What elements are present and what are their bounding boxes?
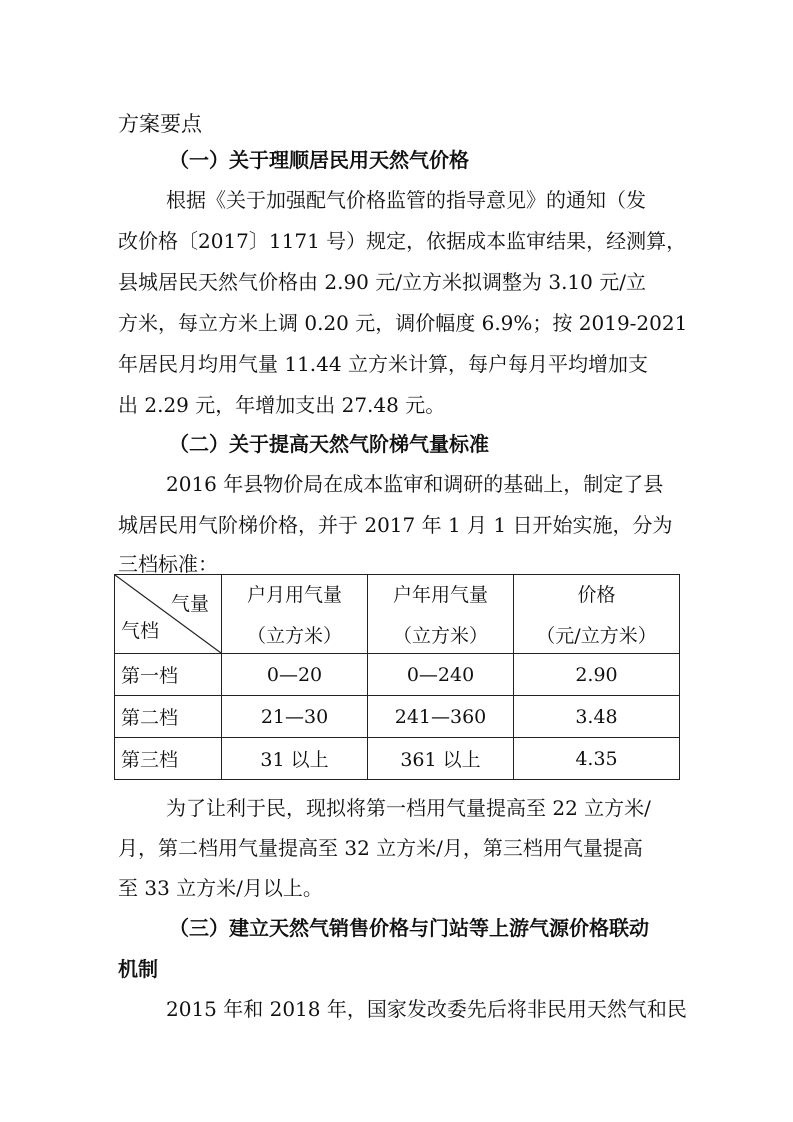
section-1-line: 出 2.29 元，年增加支出 27.48 元。 <box>118 393 446 417</box>
table-row <box>115 738 680 780</box>
section-3-title-cont: 机制 <box>118 957 158 981</box>
header-label: 户年用气量 <box>392 584 488 606</box>
section-2-title: （二）关于提高天然气阶梯气量标准 <box>169 432 489 456</box>
section-1-line: 改价格〔2017〕1171 号）规定，依据成本监审结果，经测算， <box>118 229 687 253</box>
header-yearly <box>368 575 514 654</box>
tier-price: 3.48 <box>514 696 680 738</box>
yearly-volume: 0—240 <box>368 654 514 696</box>
section-1-line: 方米，每立方米上调 0.20 元，调价幅度 6.9%；按 2019-2021 <box>118 311 688 335</box>
table-corner-cell <box>115 575 222 654</box>
tier-name: 第三档 <box>115 738 222 780</box>
section-1-line: 年居民月均用气量 11.44 立方米计算，每户每月平均增加支 <box>118 352 648 376</box>
section-3-line: 2015 年和 2018 年，国家发改委先后将非民用天然气和民 <box>166 997 687 1021</box>
section-1-line: 根据《关于加强配气价格监管的指导意见》的通知（发 <box>166 188 646 212</box>
section-2-after-line: 至 33 立方米/月以上。 <box>118 876 323 900</box>
header-unit: （元/立方米） <box>536 625 657 647</box>
document-heading: 方案要点 <box>118 112 202 136</box>
monthly-volume: 0—20 <box>222 654 368 696</box>
tier-price: 4.35 <box>514 738 680 780</box>
corner-top-label: 气量 <box>170 593 209 615</box>
header-unit: （立方米） <box>246 625 342 647</box>
yearly-volume: 241—360 <box>368 696 514 738</box>
monthly-volume: 21—30 <box>222 696 368 738</box>
corner-bottom-label: 气档 <box>121 620 160 642</box>
header-label: 价格 <box>577 584 616 606</box>
section-2-line: 城居民用气阶梯价格，并于 2017 年 1 月 1 日开始实施，分为 <box>118 513 673 537</box>
header-monthly <box>222 575 368 654</box>
table-row <box>115 654 680 696</box>
section-3-title: （三）建立天然气销售价格与门站等上游气源价格联动 <box>169 916 649 940</box>
section-2-after-line: 月，第二档用气量提高至 32 立方米/月，第三档用气量提高 <box>118 836 643 860</box>
tier-price: 2.90 <box>514 654 680 696</box>
section-2-line: 2016 年县物价局在成本监审和调研的基础上，制定了县 <box>166 472 664 496</box>
section-1-line: 县城居民天然气价格由 2.90 元/立方米拟调整为 3.10 元/立 <box>118 270 646 294</box>
monthly-volume: 31 以上 <box>222 738 368 780</box>
yearly-volume: 361 以上 <box>368 738 514 780</box>
tier-name: 第一档 <box>115 654 222 696</box>
section-1-title: （一）关于理顺居民用天然气价格 <box>169 148 469 172</box>
header-label: 户月用气量 <box>246 584 342 606</box>
tier-name: 第二档 <box>115 696 222 738</box>
section-2-line: 三档标准： <box>118 552 218 576</box>
table-header-row <box>115 575 680 654</box>
table-row <box>115 696 680 738</box>
section-2-after-line: 为了让利于民，现拟将第一档用气量提高至 22 立方米/ <box>166 796 651 820</box>
header-unit: （立方米） <box>392 625 488 647</box>
tier-price-table <box>114 574 680 780</box>
header-price <box>514 575 680 654</box>
